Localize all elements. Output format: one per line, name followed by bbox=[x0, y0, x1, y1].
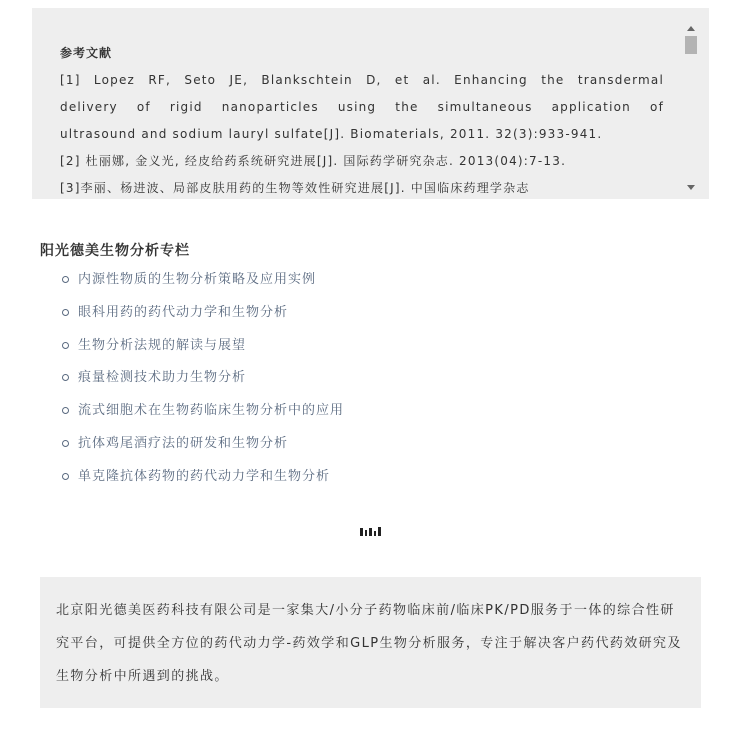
list-item[interactable] bbox=[62, 432, 344, 465]
reference-1-line-1: [1] Lopez RF, Seto JE, Blankschtein D, et al. Enhancing the transdermal bbox=[60, 73, 664, 87]
reference-1-line-2: delivery of rigid nanoparticles using the simultaneous application of bbox=[60, 100, 664, 114]
company-intro-panel bbox=[40, 577, 701, 708]
article-link[interactable]: 单克隆抗体药物的药代动力学和生物分析 bbox=[78, 468, 331, 484]
reference-2: [2] 杜丽娜, 金义光, 经皮给药系统研究进展[J]. 国际药学研究杂志. 2013(04):7-13. bbox=[60, 154, 567, 168]
circle-bullet-icon bbox=[62, 407, 69, 414]
list-item[interactable] bbox=[62, 465, 344, 498]
references-panel[interactable] bbox=[32, 8, 709, 199]
list-item[interactable] bbox=[62, 366, 344, 399]
article-link[interactable]: 眼科用药的药代动力学和生物分析 bbox=[78, 304, 289, 320]
list-item[interactable] bbox=[62, 268, 344, 301]
references-scrollbar[interactable] bbox=[685, 22, 697, 192]
list-item[interactable] bbox=[62, 334, 344, 367]
article-link[interactable]: 内源性物质的生物分析策略及应用实例 bbox=[78, 272, 317, 287]
article-link[interactable]: 痕量检测技术助力生物分析 bbox=[78, 370, 247, 386]
reference-1-line-3: ultrasound and sodium lauryl sulfate[J]. Biomaterials, 2011. 32(3):933-941. bbox=[60, 127, 603, 141]
article-link[interactable]: 生物分析法规的解读与展望 bbox=[78, 337, 247, 353]
article-link[interactable]: 流式细胞术在生物药临床生物分析中的应用 bbox=[78, 403, 345, 419]
column-article-list bbox=[62, 268, 344, 498]
list-item[interactable] bbox=[62, 301, 344, 334]
scroll-down-icon[interactable] bbox=[687, 185, 695, 190]
column-title: 阳光德美生物分析专栏 bbox=[40, 243, 190, 259]
bars-icon bbox=[360, 526, 382, 536]
circle-bullet-icon bbox=[62, 473, 69, 480]
circle-bullet-icon bbox=[62, 440, 69, 447]
scroll-thumb[interactable] bbox=[685, 36, 697, 54]
circle-bullet-icon bbox=[62, 374, 69, 381]
references-title: 参考文献 bbox=[60, 46, 113, 60]
article-link[interactable]: 抗体鸡尾酒疗法的研发和生物分析 bbox=[78, 435, 289, 451]
reference-3-partial: [3]李丽、杨进波、局部皮肤用药的生物等效性研究进展[J]. 中国临床药理学杂志 bbox=[60, 181, 530, 195]
references-content bbox=[60, 44, 664, 199]
circle-bullet-icon bbox=[62, 276, 69, 283]
company-intro-text: 北京阳光德美医药科技有限公司是一家集大/小分子药物临床前/临床PK/PD服务于一体的综合性研究平台，可提供全方位的药代动力学-药效学和GLP生物分析服务，专注于解决客户药代药效研究及生物分析中所遇到的挑战。 bbox=[56, 603, 682, 684]
scroll-up-icon[interactable] bbox=[687, 26, 695, 31]
circle-bullet-icon bbox=[62, 342, 69, 349]
list-item[interactable] bbox=[62, 399, 344, 432]
circle-bullet-icon bbox=[62, 309, 69, 316]
